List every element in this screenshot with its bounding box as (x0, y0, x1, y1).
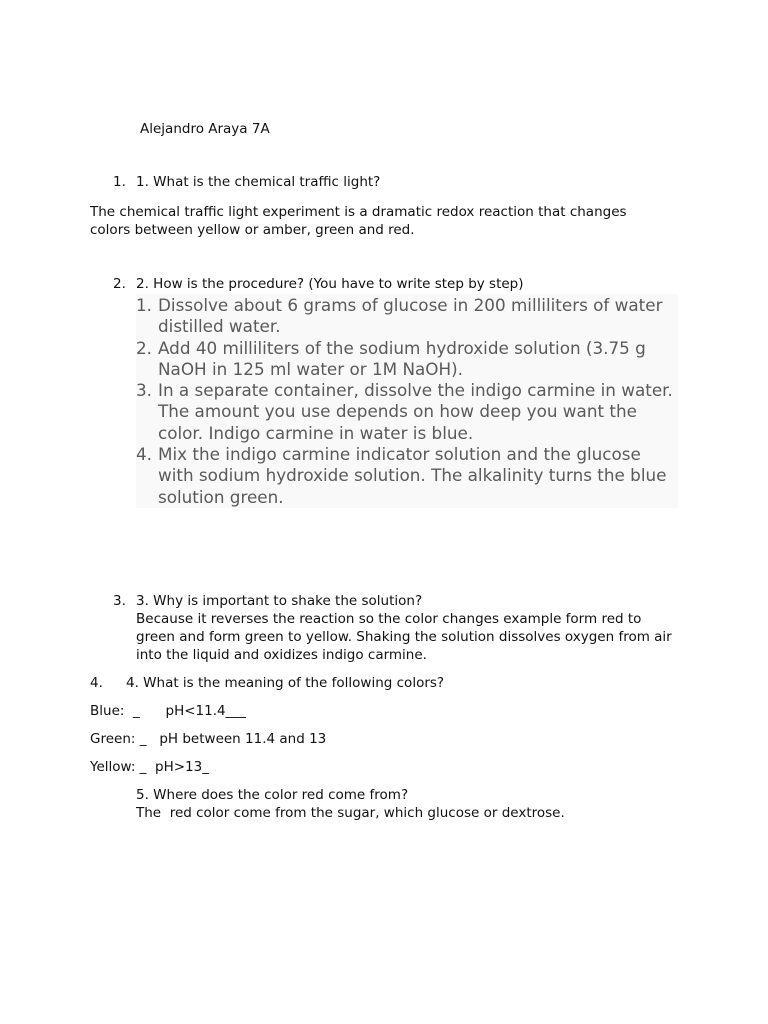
procedure-step (136, 295, 678, 338)
blue-color-meaning: Blue: _ pH<11.4___ (90, 703, 246, 719)
q5-answer: The red color come from the sugar, which glucose or dextrose. (136, 805, 565, 821)
step-text: In a separate container, dissolve the indigo carmine in water. The amount you use depends on how deep you want the color. Indigo carmine in water is blue. (158, 380, 673, 443)
q2-number: 2. (113, 276, 126, 292)
q3-answer: Because it reverses the reaction so the color changes example form red to green and form green to yellow. Shaking the solution dissolves oxygen from air into the liquid and oxidizes indigo carmine. (136, 611, 672, 663)
procedure-step (136, 444, 678, 508)
step-text: Add 40 milliliters of the sodium hydroxide solution (3.75 g NaOH in 125 ml water or 1M NaOH). (158, 337, 646, 379)
q4-question: 4. What is the meaning of the following colors? (126, 675, 445, 691)
step-number: 1. (136, 295, 153, 315)
step-number: 2. (136, 337, 153, 358)
step-text: Dissolve about 6 grams of glucose in 200 milliliters of water distilled water. (158, 295, 663, 337)
step-number: 4. (136, 444, 153, 465)
yellow-color-meaning: Yellow: _ pH>13_ (90, 759, 209, 775)
author-line: Alejandro Araya 7A (140, 121, 270, 137)
q1-answer: The chemical traffic light experiment is a dramatic redox reaction that changes colors between yellow or amber, green and red. (90, 204, 627, 238)
step-text: Mix the indigo carmine indicator solution and the glucose with sodium hydroxide solution. The alkalinity turns the blue solution green. (158, 444, 667, 507)
q1-question: 1. What is the chemical traffic light? (136, 174, 381, 190)
q1-number: 1. (113, 174, 126, 190)
procedure-steps-list (136, 295, 678, 508)
q3-question: 3. Why is important to shake the solution? (136, 593, 423, 609)
q4-number: 4. (90, 675, 103, 691)
q5-question: 5. Where does the color red come from? (136, 787, 409, 803)
q2-question: 2. How is the procedure? (You have to write step by step) (136, 276, 524, 292)
q3-number: 3. (113, 593, 126, 609)
green-color-meaning: Green: _ pH between 11.4 and 13 (90, 731, 327, 747)
procedure-step (136, 380, 678, 444)
step-number: 3. (136, 380, 153, 401)
procedure-step (136, 338, 678, 381)
